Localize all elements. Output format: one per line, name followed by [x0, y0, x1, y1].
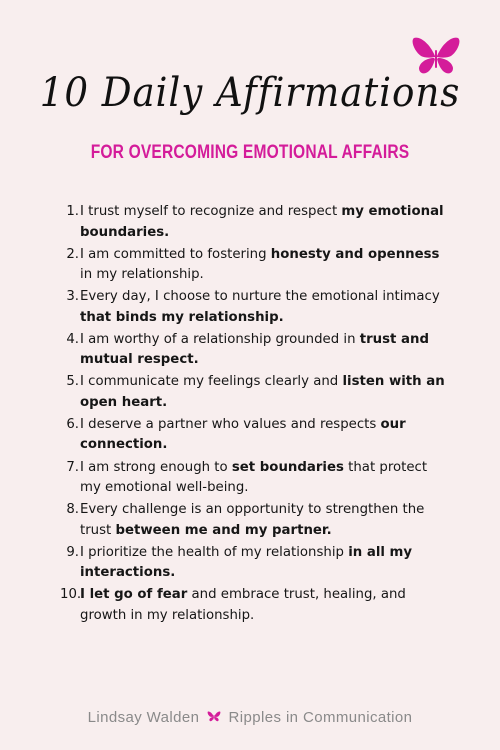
footer-author: Lindsay Walden: [87, 709, 200, 726]
emphasis-text: in all my interactions.: [80, 544, 413, 581]
emphasis-text: that binds my relationship.: [80, 309, 284, 325]
list-item: [60, 415, 450, 456]
footer: [0, 709, 500, 726]
list-item-text: [80, 543, 450, 584]
emphasis-text: my emotional boundaries.: [80, 204, 444, 240]
emphasis-text: our connection.: [80, 416, 406, 453]
list-item-number: 4.: [66, 331, 79, 347]
emphasis-text: honesty and openness: [270, 246, 440, 262]
list-item-text: [80, 330, 450, 371]
list-item: [60, 245, 450, 286]
list-item-number: 9.: [66, 544, 79, 560]
footer-brand: Ripples in Communication: [228, 709, 413, 726]
body-text: I communicate my feelings clearly and: [80, 374, 343, 390]
body-text: I trust myself to recognize and respect: [80, 204, 342, 219]
list-item: [60, 287, 450, 328]
list-item: [60, 585, 450, 626]
emphasis-text: listen with an open heart.: [80, 374, 445, 410]
list-item-text: [80, 415, 450, 456]
list-item-number: 3.: [66, 289, 79, 305]
list-item-number: 10.: [60, 587, 82, 603]
list-item: [60, 458, 450, 499]
body-text: I am worthy of a relationship grounded in: [80, 331, 360, 347]
list-item: [60, 372, 450, 413]
affirmation-list: [60, 202, 450, 628]
emphasis-text: between me and my partner.: [115, 522, 332, 538]
list-item-text: [80, 500, 450, 541]
list-item-number: 7.: [66, 459, 79, 475]
emphasis-text: trust and mutual respect.: [80, 331, 429, 368]
emphasis-text: set boundaries: [231, 459, 344, 475]
body-text: in my relationship.: [80, 267, 204, 283]
list-item-text: [80, 458, 450, 499]
list-item-text: [80, 585, 450, 626]
list-item-number: 5.: [66, 374, 79, 390]
page-subtitle: FOR OVERCOMING EMOTIONAL AFFAIRS: [90, 142, 410, 163]
body-text: Every challenge is an opportunity to strengthen the trust: [80, 502, 425, 538]
body-text: I am committed to fostering: [80, 246, 271, 262]
butterfly-icon: [207, 711, 221, 723]
list-item-number: 6.: [66, 416, 79, 432]
body-text: and embrace trust, healing, and growth in my relationship.: [80, 587, 406, 623]
list-item-number: 2.: [66, 246, 79, 262]
page-title: 10 Daily Affirmations: [39, 70, 461, 116]
list-item: [60, 330, 450, 371]
body-text: I prioritize the health of my relationship: [80, 544, 349, 560]
list-item-text: [80, 202, 450, 243]
list-item: [60, 543, 450, 584]
body-text: that protect my emotional well-being.: [80, 459, 428, 496]
list-item-text: [80, 287, 450, 328]
list-item: [60, 500, 450, 541]
body-text: I deserve a partner who values and respects: [80, 416, 381, 432]
list-item-text: [80, 372, 450, 413]
list-item-text: [80, 245, 450, 286]
emphasis-text: I let go of fear: [80, 587, 188, 603]
body-text: I am strong enough to: [80, 459, 232, 475]
list-item: [60, 202, 450, 243]
list-item-number: 1.: [66, 204, 79, 219]
list-item-number: 8.: [66, 502, 79, 518]
body-text: Every day, I choose to nurture the emotional intimacy: [80, 289, 440, 305]
